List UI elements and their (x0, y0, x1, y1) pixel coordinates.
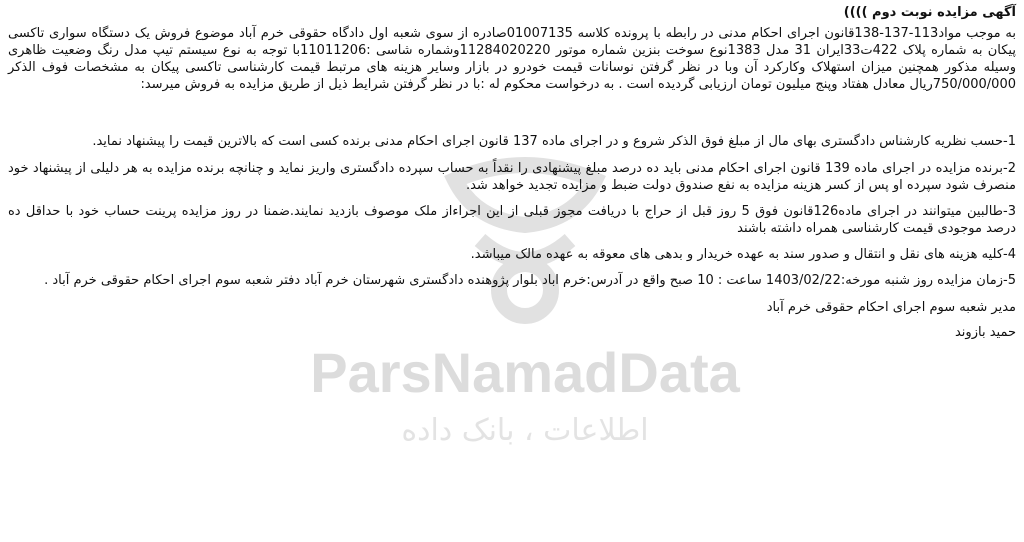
signer-name: حمید بازوند (954, 325, 1016, 340)
notice-title: آگهی مزایده نوبت دوم )))) (843, 5, 1016, 20)
watermark-tagline-text: اطلاعات ، بانک داده (401, 413, 649, 448)
watermark-site-text: ParsNamadData (310, 341, 740, 404)
condition-item-3: 3-طالبین میتوانند در اجرای ماده126قانون فوق 5 روز قبل از حراج با دریافت مجوز قبلی از این اجراءاز ملک موصوف بازدید نمایند.ضمنا در روز مزایده پرینت حساب خود با حداقل ده درصد موجودی قیمت کارشناسی همراه داشته باشند (8, 204, 1017, 236)
condition-item-5: 5-زمان مزایده روز شنبه مورخه:1403/02/22 ساعت : 10 صبح واقع در آدرس:خرم اباد بلوار پژوهنده دادگستری شهرستان خرم آباد دفتر شعبه سوم اجرای احکام حقوقی خرم آباد . (44, 273, 1016, 288)
signer-title: مدیر شعبه سوم اجرای احکام حقوقی خرم آباد (766, 300, 1016, 315)
condition-item-1: 1-حسب نظریه کارشناس دادگستری بهای مال از مبلغ فوق الذکر شروع و در اجرای ماده 137 قانون اجرای احکام مدنی برنده کسی است که بالاترین قیمت را پیشنهاد نماید. (92, 134, 1016, 149)
condition-item-4: 4-کلیه هزینه های نقل و انتقال و صدور سند به عهده خریدار و بدهی های معوقه به عهده مالک میباشد. (470, 247, 1016, 262)
condition-item-2: 2-برنده مزایده در اجرای ماده 139 قانون اجرای احکام مدنی باید ده درصد مبلغ پیشنهادی را نقداً به حساب سپرده دادگستری واریز نماید و چنانچه برنده مزایده به هر دلیلی از پیشنهاد خود منصرف شود سپرده او پس از کسر هزینه مزایده به نفع صندوق دولت ضبط و مزایده تجدید خواهد شد. (8, 161, 1016, 193)
notice-document (8, 4, 1016, 542)
notice-intro: به موجب مواد113-137-138قانون اجرای احکام مدنی در رابطه با پرونده کلاسه 01007135صادره از سوی شعبه اول دادگاه حقوقی خرم آباد موضوع فروش یک دستگاه سواری تاکسی پیکان به شماره پلاک 422ت33ایران 31 مدل 1383نوع سوخت بنزین شماره موتور 11284020220وشماره شاسی :11011206با توجه به نوع سیستم تیپ مدل رنگ وضعیت ظاهری وسیله مذکور همچنین میزان استهلاک وکارکرد آن وبا در نظر گرفتن نوسانات قیمت خودرو در بازار وسایر هزینه های مرتبط قیمت کارشناسی تاکسی پیکان به مشخصات فوف الذکر 750/000/000ریال معادل هفتاد وپنج میلیون تومان ارزیابی گردیده است . به درخواست محکوم له :با در نظر گرفتن شرایط ذیل از طریق مزایده به فروش میرسد: (8, 26, 1016, 92)
